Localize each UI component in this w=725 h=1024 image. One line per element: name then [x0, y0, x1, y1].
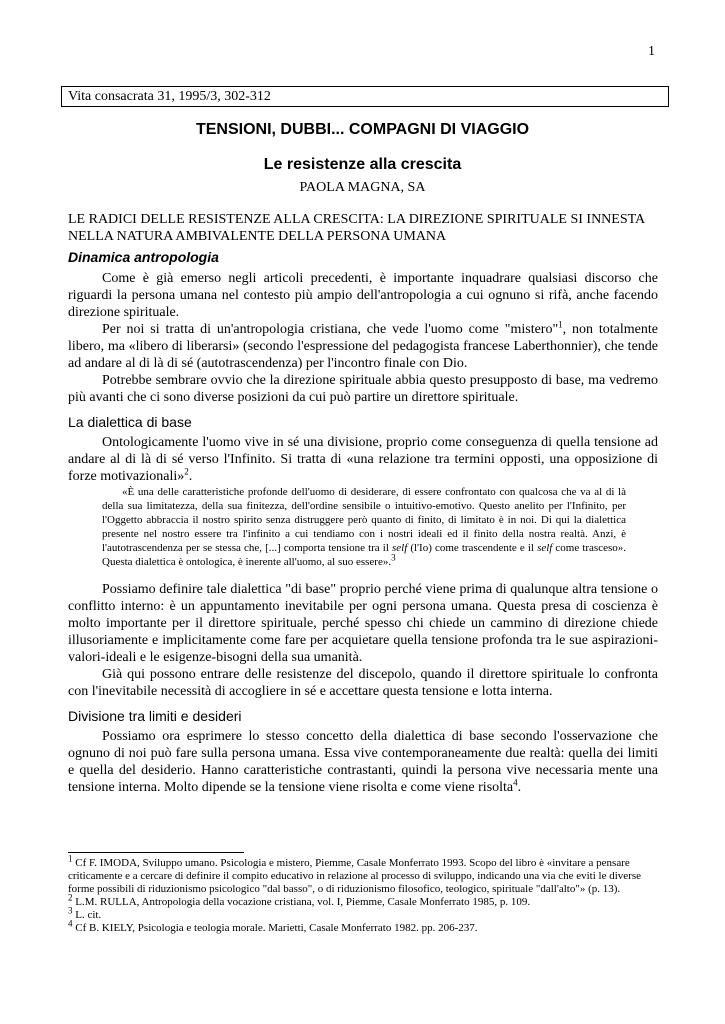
footnote-ref: 4: [513, 777, 518, 788]
page-number: 1: [648, 44, 655, 59]
paragraph: Già qui possono entrare delle resistenze del discepolo, quando il direttore spirituale lo confronta con l'inevitabile necessità di accogliere in sé e accettare questa tensione e lotta interna.: [68, 667, 658, 699]
footnotes: [68, 853, 658, 935]
section-heading: LE RADICI DELLE RESISTENZE ALLA CRESCITA: LA DIREZIONE SPIRITUALE SI INNESTA NELLA NATURA AMBIVALENTE DELLA PERSONA UMANA: [68, 212, 645, 244]
heading-dinamica-antropologia: Dinamica antropologia: [68, 249, 219, 265]
footnote-ref: 3: [391, 552, 396, 563]
footnote: $^3$ L. cit.: [68, 905, 102, 921]
paragraph: Per noi si tratta di un'antropologia cristiana, che vede l'uomo come "mistero"$^1$, non totalmente libero, ma «libero di liberarsi» (secondo l'espressione del pedagogista francese Laberthonnier), che tende ad andare al di là di sé (autotrascendenza) per l'incontro finale con Dio.: [68, 319, 658, 371]
heading-divisione-limiti-desideri: Divisione tra limiti e desideri: [68, 708, 242, 724]
paragraph: Possiamo ora esprimere lo stesso concetto della dialettica di base secondo l'osservazione che ognuno di noi può fare sulla persona umana. Essa vive contemporaneamente due realtà: quella dei limiti e quella del desiderio. Hanno caratteristiche contrastanti, quindi la persona vive necessaria mente una tensione interna. Molto dipende se la tensione viene risolta e come viene risolta$^4$.: [68, 729, 658, 795]
author: PAOLA MAGNA, SA: [299, 180, 426, 195]
citation-box: Vita consacrata 31, 1995/3, 302-312: [61, 86, 669, 107]
footnote-ref: 2: [184, 466, 189, 477]
footnote-ref: 1: [558, 319, 563, 330]
heading-dialettica-di-base: La dialettica di base: [68, 414, 192, 430]
main-title: TENSIONI, DUBBI... COMPAGNI DI VIAGGIO: [195, 121, 530, 138]
paragraph: Potrebbe sembrare ovvio che la direzione spirituale abbia questo presupposto di base, ma vedremo più avanti che ci sono diverse posizioni da cui può partire un direttore spirituale.: [68, 373, 658, 405]
footnote: $^1$ Cf F. IMODA, Sviluppo umano. Psicologia e mistero, Piemme, Casale Monferrato 1993. Scopo del libro è «invitare a pensare criticamente e a cercare di definire il compito educativo in relazione al processo di sviluppo, indicando una via che eviti le diverse forme possibili di riduzionismo psicologico "dal basso", o di riduzionismo filosofico, teologico, spirituale "dall'alto"» (p. 13).: [68, 853, 641, 895]
paragraph: Ontologicamente l'uomo vive in sé una divisione, proprio come conseguenza di quella tensione ad andare al di là di sé verso l'Infinito. Si tratta di «una relazione tra termini opposti, una opposizione di forze motivazionali»$^2$.: [68, 435, 658, 484]
footnote: $^2$ L.M. RULLA, Antropologia della vocazione cristiana, vol. I, Piemme, Casale Monferrato 1985, p. 109.: [68, 892, 531, 908]
subtitle: Le resistenze alla crescita: [263, 156, 462, 173]
paragraph: Possiamo definire tale dialettica "di base" proprio perché viene prima di qualunque altra tensione o conflitto interno: è un appuntamento inevitabile per ogni persona umana. Questa presa di coscienza è molto importante per il direttore spirituale, perché spesso chi chiede un cammino di direzione chiede illusoriamente e implicitamente come fare per acquietare quella tensione profonda tra le sue aspirazioni-valori-ideali e le esigenze-bisogni della sua umanità.: [68, 582, 658, 665]
paragraph: Come è già emerso negli articoli precedenti, è importante inquadrare qualsiasi discorso che riguardi la persona umana nel contesto più ampio dell'antropologia a cui ognuno si rifà, anche facendo direzione spirituale.: [68, 271, 658, 320]
article-body: [68, 211, 658, 796]
footnote-divider: [68, 852, 244, 853]
block-quote: «È una delle caratteristiche profonde dell'uomo di desiderare, di essere confrontato con qualcosa che va al di là della sua limitatezza, della sua finitezza, dell'ordine sensibile o intuitivo-emotivo. Questo anelito per l'Infinito, per l'Oggetto abbraccia il nostro spirito senza distruggere però quanto di finito, di limitato è in noi. Di qui la dialettica presente nel nostro essere tra l'infinito a cui tendiamo con i nostri ideali ed il finito della nostra realtà. Anzi, è l'autotrascendenza per se stessa che, [...] comporta tensione tra il self (l'Io) come trascendente e il self come trasceso». Questa dialettica è ontologica, è inerente all'uomo, al suo essere».$^3$: [102, 486, 627, 568]
footnote: $^4$ Cf B. KIELY, Psicologia e teologia morale. Marietti, Casale Monferrato 1982. pp. 206-237.: [68, 918, 478, 934]
